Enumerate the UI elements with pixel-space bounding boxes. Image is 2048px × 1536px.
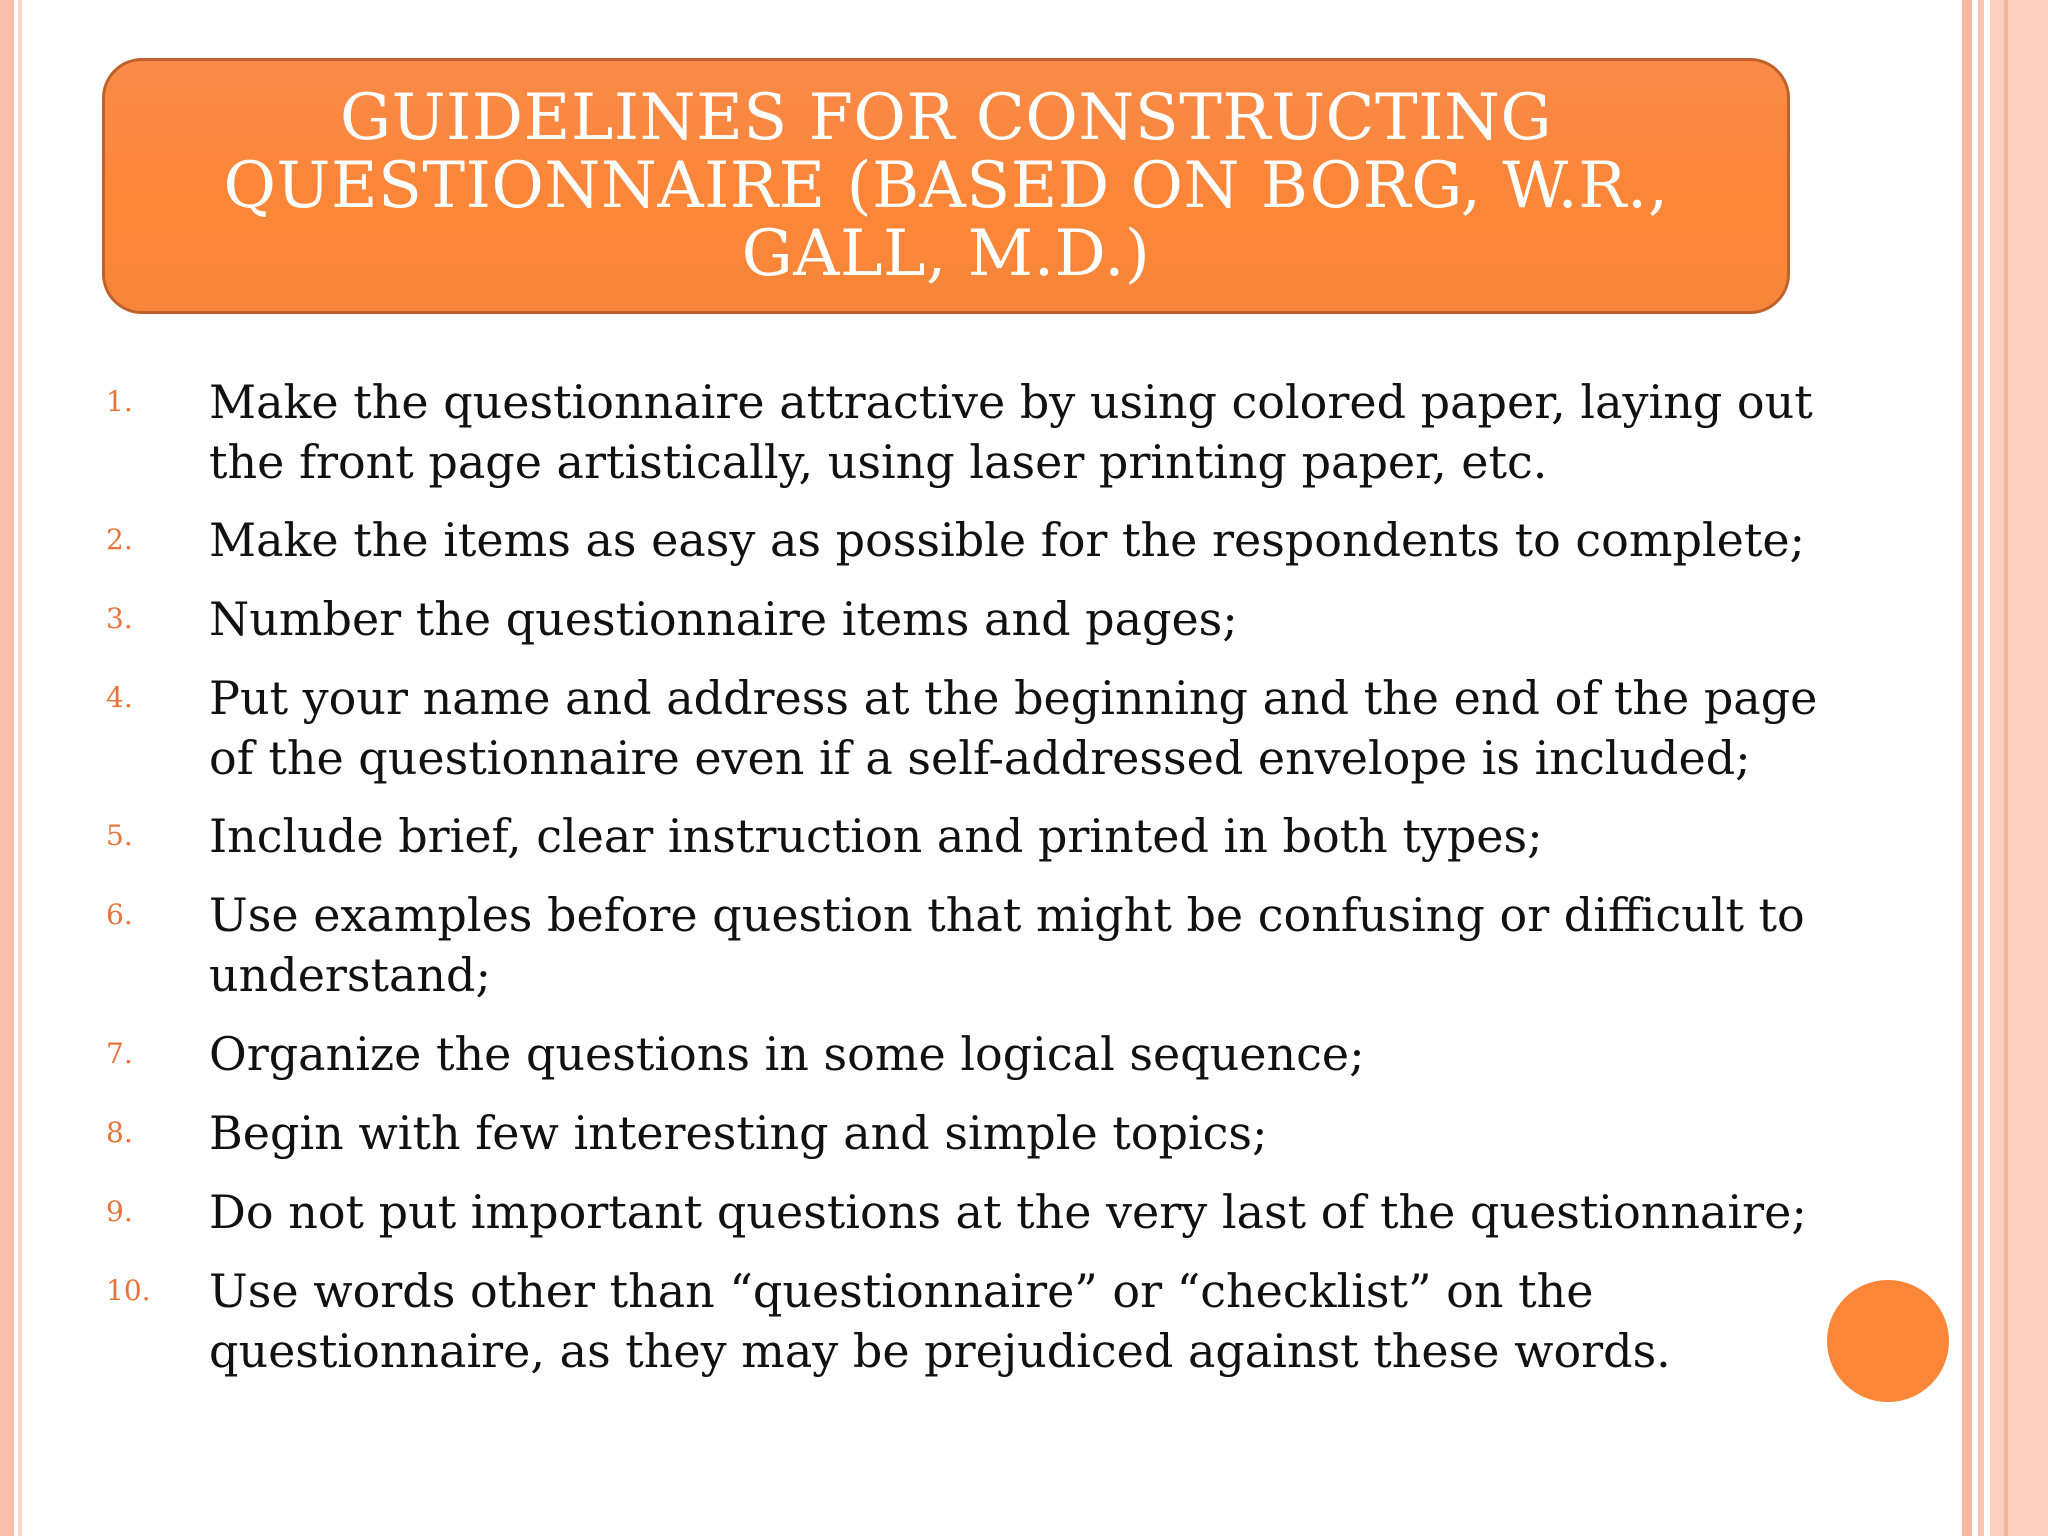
list-item-number: 9. [106,1195,133,1228]
list-item-line: understand; [209,948,491,1002]
list-item-text [209,1103,1849,1163]
list-item-line: the front page artistically, using laser printing paper, etc. [209,435,1548,489]
title-line-3: GALL, M.D.) [741,217,1151,291]
list-item-number: 1. [106,385,133,418]
decorative-circle [1827,1280,1949,1402]
list-item-line: Do not put important questions at the very last of the questionnaire; [209,1185,1807,1239]
list-item-line: Number the questionnaire items and pages; [209,592,1238,646]
list-item-number: 4. [106,681,133,714]
title-line-1: GUIDELINES FOR CONSTRUCTING [339,81,1553,155]
list-item-text [209,510,1849,570]
list-item-text [209,668,1849,788]
list-item-line: Use words other than “questionnaire” or “checklist” on the [209,1264,1594,1318]
list-item-text [209,1024,1849,1084]
list-item-text [209,1261,1849,1381]
list-item-text [209,372,1849,492]
list-item-line: of the questionnaire even if a self-addressed envelope is included; [209,731,1751,785]
list-item-line: Organize the questions in some logical sequence; [209,1027,1365,1081]
list-item-line: questionnaire, as they may be prejudiced against these words. [209,1324,1671,1378]
list-item-line: Put your name and address at the beginning and the end of the page [209,671,1818,725]
list-item-number: 10. [106,1274,151,1307]
list-item-line: Make the questionnaire attractive by using colored paper, laying out [209,375,1813,429]
list-item-number: 3. [106,602,133,635]
list-item-number: 7. [106,1037,133,1070]
list-item-line: Use examples before question that might be confusing or difficult to [209,888,1805,942]
list-item-number: 5. [106,819,133,852]
list-item-number: 2. [106,523,133,556]
list-item-text [209,806,1849,866]
list-item-text [209,589,1849,649]
list-item-line: Include brief, clear instruction and printed in both types; [209,809,1543,863]
list-item-line: Begin with few interesting and simple topics; [209,1106,1268,1160]
list-item-line: Make the items as easy as possible for the respondents to complete; [209,513,1806,567]
title-line-2: QUESTIONNAIRE (BASED ON BORG, W.R., [223,149,1669,223]
list-item-number: 6. [106,898,133,931]
list-item-text [209,1182,1849,1242]
list-item-number: 8. [106,1116,133,1149]
list-item-text [209,885,1849,1005]
